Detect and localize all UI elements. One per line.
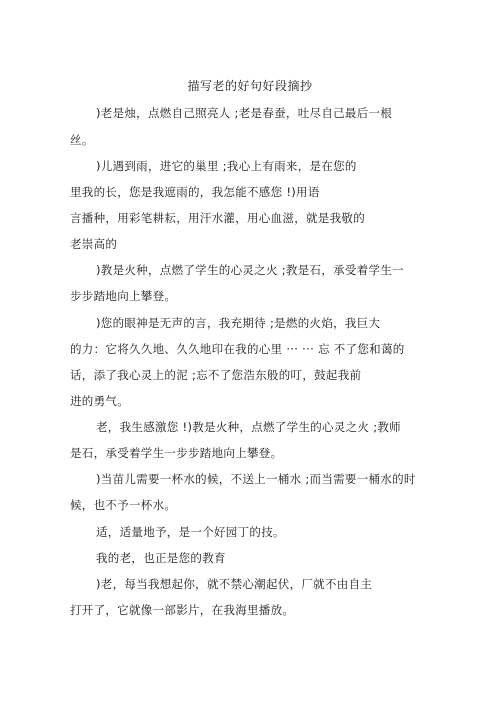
text-line: 打开了，它就像一部影片，在我海里播放。 <box>70 603 295 617</box>
text-line: 步步踏地向上攀登。 <box>70 289 177 303</box>
text-line: 候，也不予一杯水。 <box>70 498 177 512</box>
text-line: )老，每当我想起你，就不禁心潮起伏，厂就不由自主 <box>96 577 373 591</box>
text-line: 是石，承受着学生一步步踏地向上攀登。 <box>70 446 283 460</box>
text-line: )当苗儿需要一杯水的候，不送上一桶水 ;而当需要一桶水的时 <box>96 472 416 486</box>
text-line: 话，添了我心灵上的泥 ;忘不了您浩东般的叮，鼓起我前 <box>70 368 362 382</box>
text-line: )儿遇到雨，进它的巢里 ;我心上有雨来，是在您的 <box>96 159 357 173</box>
text-line: 言播种，用彩笔耕耘，用汗水灌，用心血滋，就是我敬的 <box>70 211 365 225</box>
text-line: )老是烛，点燃自己照亮人 ;老是春蚕，吐尽自己最后一根 <box>96 106 393 120</box>
text-line: )教是火种，点燃了学生的心灵之火 ;教是石，承受着学生一 <box>96 263 404 277</box>
text-line: 适，适量地予，是一个好园丁的技。 <box>96 525 285 539</box>
text-line: 里我的长，您是我遮雨的，我怎能不感您 !)用语 <box>70 185 320 199</box>
text-line: 老崇高的 <box>70 237 118 251</box>
text-line: )您的眼神是无声的言，我充期待 ;是燃的火焰，我巨大 <box>96 316 381 330</box>
document-title: 描写老的好句好段摘抄 <box>187 79 313 93</box>
text-line: 我的老，也正是您的教育 <box>96 551 226 565</box>
text-line: 进的勇气。 <box>70 394 129 408</box>
text-line: 丝。 <box>70 133 94 147</box>
text-line: 的力：它将久久地、久久地印在我的心里 ··· ··· 忘 不了您和蔼的 <box>70 342 405 356</box>
text-line: 老，我生感激您 !)教是火种，点燃了学生的心灵之火 ;教师 <box>96 420 401 434</box>
